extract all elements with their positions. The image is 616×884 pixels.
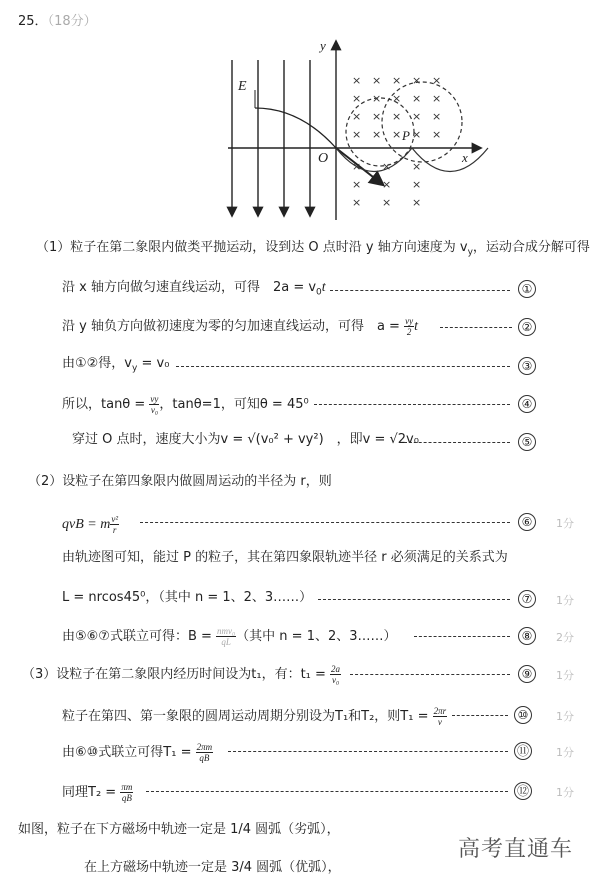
cross-mark: × [412,74,422,87]
cross-mark: × [352,74,362,87]
mark-6: ⑥ [518,513,536,531]
part3-line11: 由⑥⑩式联立可得T₁ = $\frac{2\pi m}{qB}$ [62,742,213,763]
physics-diagram [0,20,616,240]
mark-1: ① [518,280,536,298]
mark-8: ⑧ [518,627,536,645]
mark-10: ⑩ [514,706,532,724]
score-12: 1分 [556,786,574,799]
dash-1 [330,290,510,291]
part1-line2: 沿 y 轴负方向做初速度为零的匀加速直线运动，可得 a = $\frac{vy}{2}$ t [62,316,418,337]
cross-mark: × [382,178,392,191]
cross-mark: × [392,110,402,123]
cross-mark: × [352,92,362,105]
mark-12: ⑫ [514,782,532,800]
cross-mark: × [382,160,392,173]
cross-mark: × [352,160,362,173]
cross-mark: × [372,74,382,87]
mark-2: ② [518,318,536,336]
label-E: E [238,79,247,94]
part1-line5: 穿过 O 点时，速度大小为v = √(v₀² + vy²) ，即v = √2v₀ [72,432,419,447]
tail-line2: 在上方磁场中轨迹一定是 3/4 圆弧（优弧）， [84,860,341,875]
lower-arc-1 [336,148,412,172]
cross-mark: × [382,196,392,209]
cross-mark: × [352,110,362,123]
cross-mark: × [412,160,422,173]
dash-5 [404,442,510,443]
dash-10 [452,715,508,716]
dash-3 [176,366,510,367]
cross-mark: × [412,110,422,123]
dash-12 [146,791,508,792]
cross-mark: × [352,178,362,191]
part2-line9: 由⑤⑥⑦式联立可得：B = $\frac{\text{nmv₀}}{qL}$ （其中 n = 1、2、3……） [62,626,397,647]
number-text: 25 [18,14,35,29]
cross-mark: × [372,110,382,123]
mark-4: ④ [518,395,536,413]
part2-line7: 由轨迹图可知，能过 P 的粒子，其在第四象限轨迹半径 r 必须满足的关系式为 [62,550,508,565]
cross-mark: × [392,74,402,87]
lower-arc-2 [412,148,488,172]
dash-11 [228,751,508,752]
part3-line10: 粒子在第四、第一象限的圆周运动周期分别设为T₁和T₂，则T₁ = $\frac{2\pi r}{v}$ [62,706,447,727]
cross-mark: × [412,128,422,141]
question-number: 25．（18分） [18,14,97,29]
cross-mark: × [372,92,382,105]
cross-mark: × [432,110,442,123]
cross-mark: × [432,92,442,105]
label-P: P [402,128,410,143]
dash-6 [140,522,510,523]
cross-mark: × [412,178,422,191]
label-x: x [462,150,468,165]
mark-9: ⑨ [518,665,536,683]
score-9: 1分 [556,669,574,682]
cross-mark: × [352,128,362,141]
mark-3: ③ [518,357,536,375]
score-6: 1分 [556,517,574,530]
dash-9 [350,674,510,675]
points-text: （18分） [47,14,97,29]
part1-intro: （1）粒子在第二象限内做类平抛运动，设到达 O 点时沿 y 轴方向速度为 $v_y$，运动合成分解可得 [36,240,590,258]
cross-mark: × [352,196,362,209]
part1-line4: 所以，tanθ = $\frac{vy}{\text{v₀}}$ ，tanθ=1，可知θ = 45⁰ [62,394,309,415]
tail-line1: 如图，粒子在下方磁场中轨迹一定是 1/4 圆弧（劣弧）， [18,822,340,837]
parabola-trajectory [255,108,336,148]
dash-7 [318,599,510,600]
cross-mark: × [432,128,442,141]
cross-mark: × [412,92,422,105]
label-O: O [318,151,329,166]
cross-mark: × [392,128,402,141]
part2-line8: L = nrcos45⁰，（其中 n = 1、2、3……） [62,590,313,605]
magnetic-field-crosses [352,74,441,209]
part3-line12: 同理T₂ = $\frac{\pi m}{qB}$ [62,782,133,803]
score-7: 1分 [556,594,574,607]
score-8: 2分 [556,631,574,644]
mark-11: ⑪ [514,742,532,760]
part2-intro: （2）设粒子在第四象限内做圆周运动的半径为 r，则 [28,474,332,489]
dash-2 [440,327,512,328]
cross-mark: × [412,196,422,209]
cross-mark: × [372,128,382,141]
score-10: 1分 [556,710,574,723]
part3-intro: （3）设粒子在第二象限内经历时间设为t₁，有：t₁ = $\frac{2a}{\text{v₀}}$ [22,664,341,685]
part1-line3: 由①②得，$v_y = v_0$ [62,356,170,374]
label-y: y [320,38,326,53]
watermark: 高考直通车 [458,837,574,862]
cross-mark: × [392,92,402,105]
part2-line6: qvB = m $\frac{\text{v²}}{r}$ [62,514,119,535]
cross-mark: × [432,74,442,87]
score-11: 1分 [556,746,574,759]
dash-4 [314,404,510,405]
mark-7: ⑦ [518,590,536,608]
dash-8 [414,636,510,637]
mark-5: ⑤ [518,433,536,451]
part1-line1: 沿 x 轴方向做匀速直线运动，可得 $2a = v_0t$ [62,280,326,298]
